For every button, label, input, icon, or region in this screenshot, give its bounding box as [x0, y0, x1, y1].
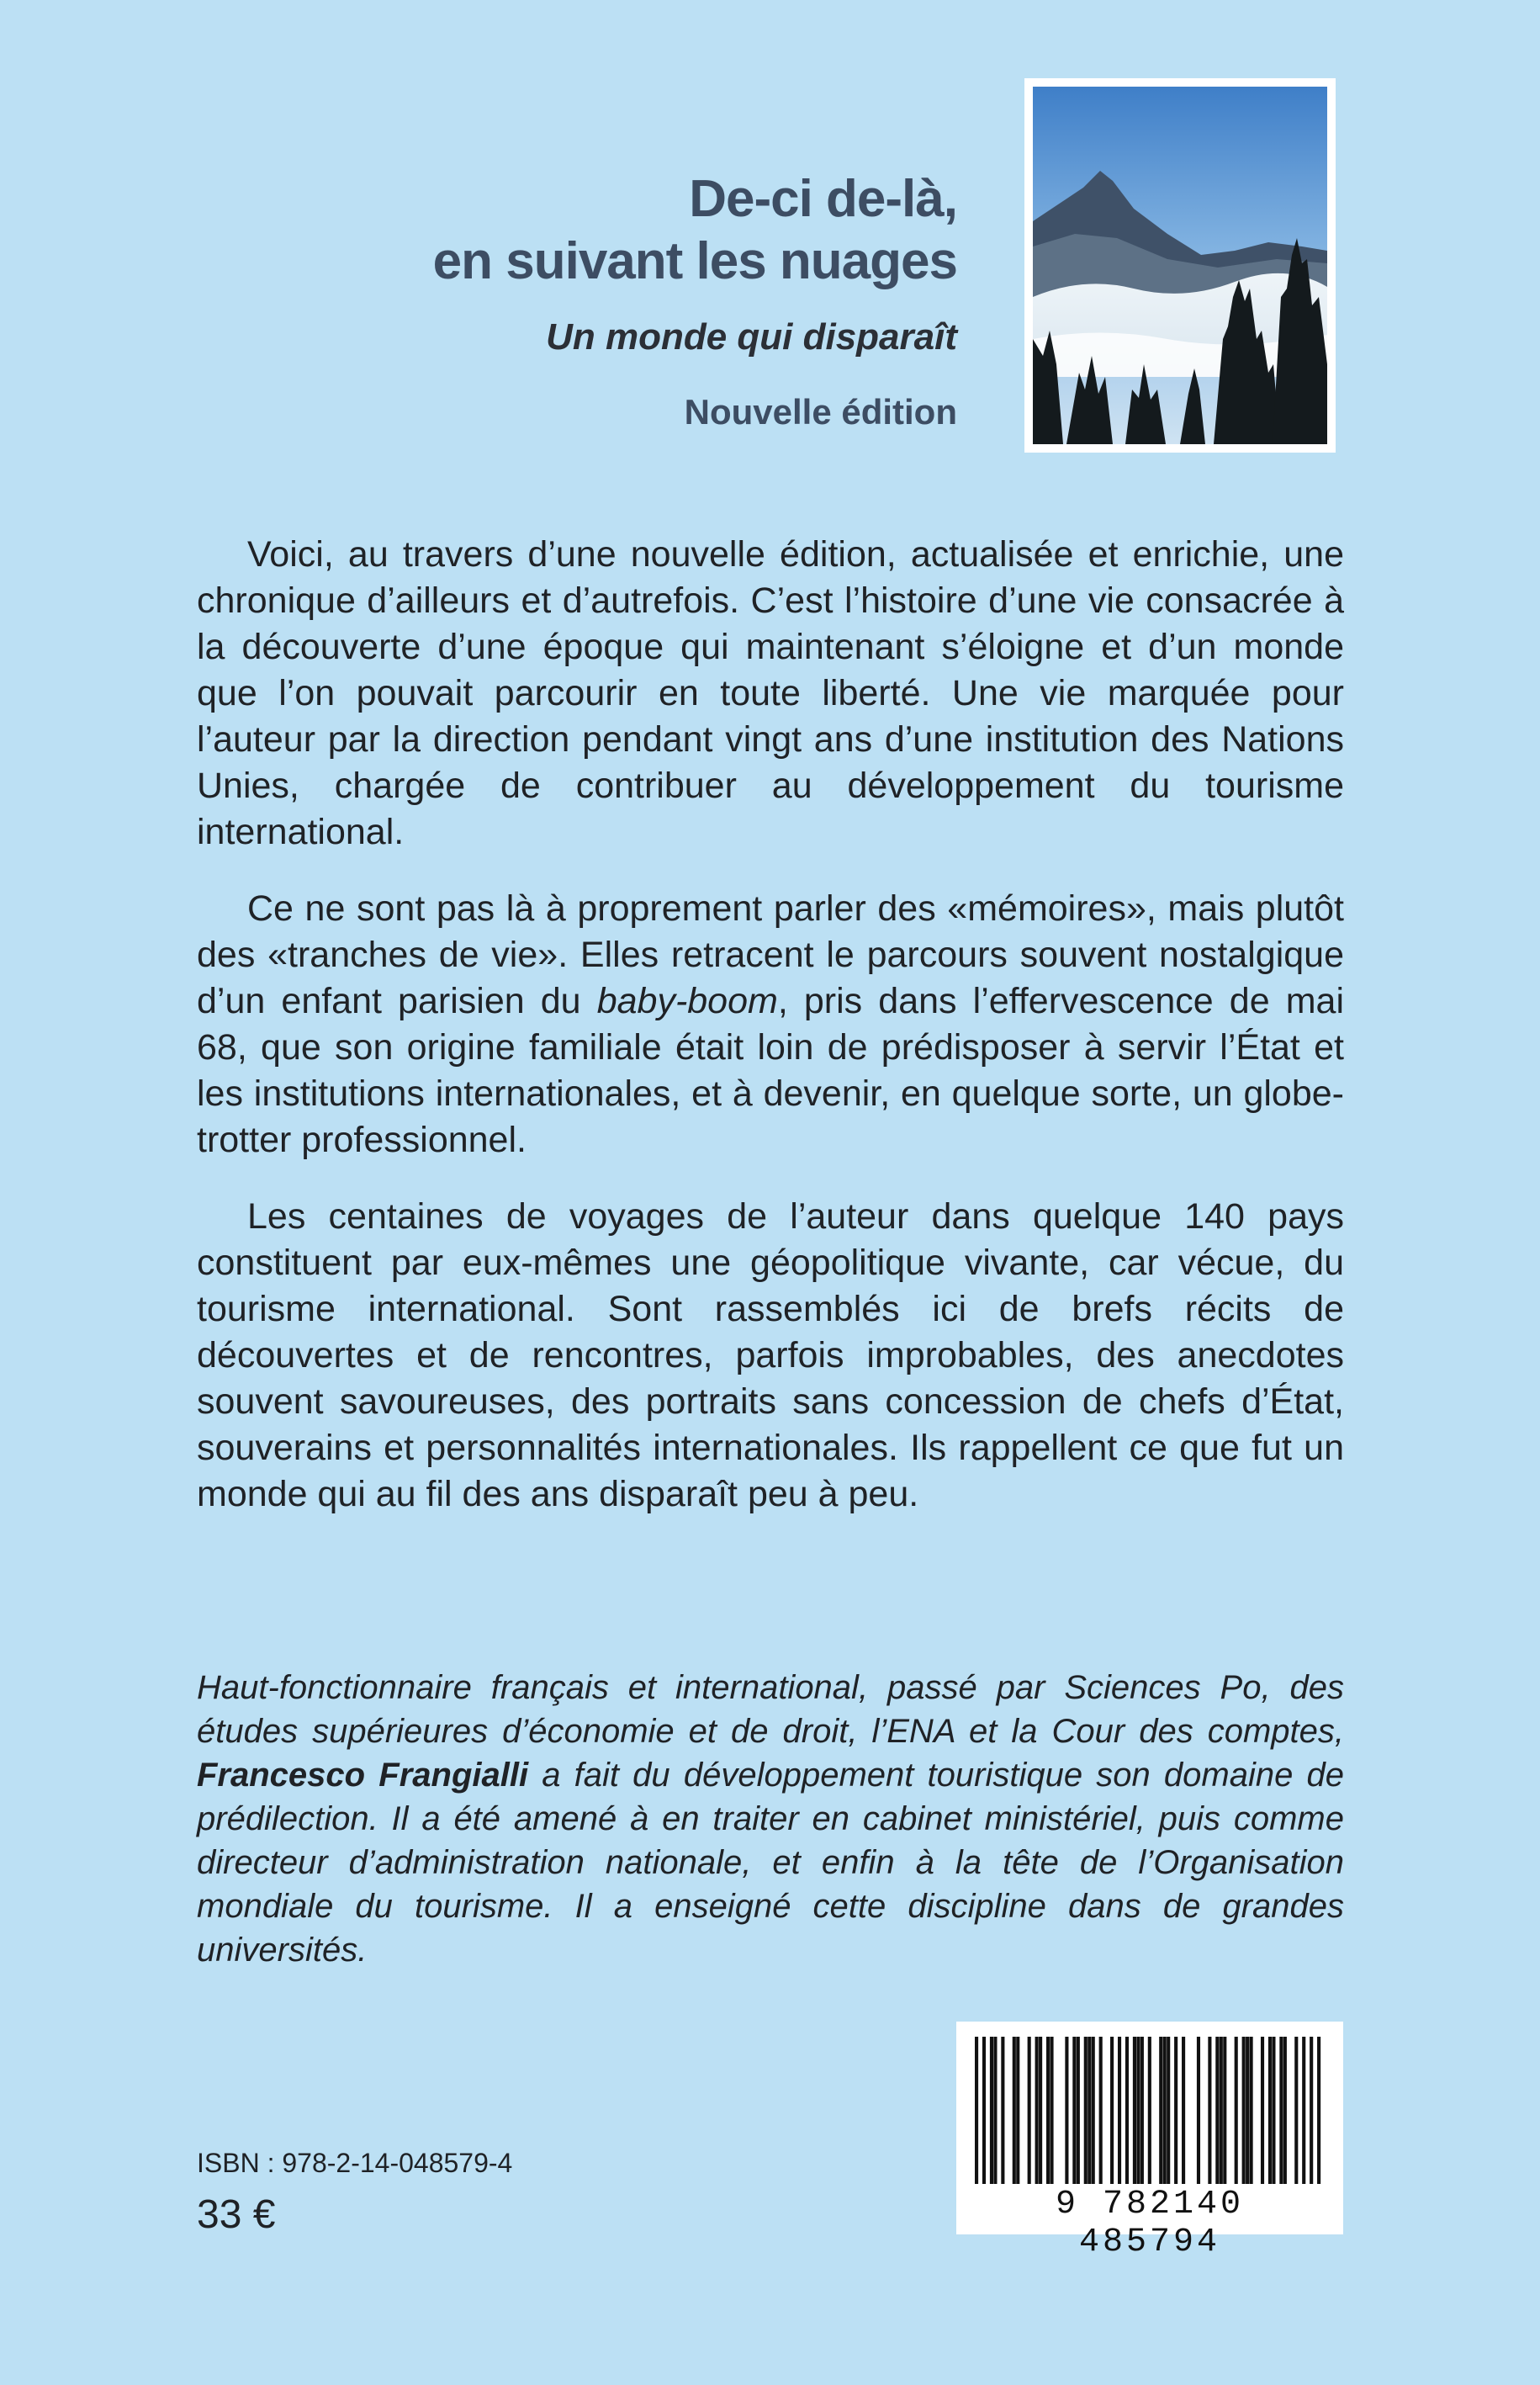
- barcode-bar: [1159, 2037, 1162, 2184]
- barcode-bar: [1235, 2037, 1238, 2184]
- blurb-p2-text-a: Ce ne sont pas là à proprement parler des «mémoires», mais plutôt des «tranches de vie». Elles retracent le parcours souvent nostalgique d’un enfant parisien du: [197, 888, 1344, 1021]
- barcode-bar: [1197, 2037, 1200, 2184]
- barcode-bar: [1084, 2037, 1088, 2184]
- barcode-bar: [1279, 2037, 1283, 2184]
- barcode-bar: [1310, 2037, 1313, 2184]
- barcode-bar: [1317, 2037, 1320, 2184]
- barcode-bar: [1174, 2037, 1177, 2184]
- barcode-bar: [1136, 2037, 1140, 2184]
- barcode-bar: [1167, 2037, 1170, 2184]
- barcode-bar: [1272, 2037, 1275, 2184]
- barcode-bar: [1283, 2037, 1287, 2184]
- barcode-bar: [1110, 2037, 1114, 2184]
- barcode-bar: [1148, 2037, 1151, 2184]
- barcode-bar: [1246, 2037, 1249, 2184]
- bio-text-b: a fait du développement touristique son domaine de prédilection. Il a été amené à en traiter en cabinet ministériel, puis comme directeur d’administration nationale, et enfin à la tête de l’Organisation mondiale du tourisme. Il a enseigné cette discipline dans de grandes universités.: [197, 1757, 1344, 1969]
- barcode-bar: [1182, 2037, 1185, 2184]
- blurb-p2-text-b: , pris dans l’effervescence de mai 68, que son origine familiale était loin de prédisposer à servir l’État et les institutions internationales, et à devenir, en quelque sorte, un globe-trotter professionnel.: [197, 981, 1344, 1160]
- barcode-bar: [1035, 2037, 1039, 2184]
- barcode-bar: [1220, 2037, 1223, 2184]
- price-label: 33 €: [197, 2192, 276, 2237]
- title-block: [252, 168, 957, 432]
- barcode-bar: [1208, 2037, 1211, 2184]
- barcode-bar: [993, 2037, 997, 2184]
- barcode-bar: [1261, 2037, 1264, 2184]
- bio-text-a: Haut-fonctionnaire français et international, passé par Sciences Po, des études supérieures d’économie et de droit, l’ENA et la Cour des comptes,: [197, 1669, 1344, 1750]
- barcode-bar: [1125, 2037, 1129, 2184]
- barcode: [956, 2022, 1343, 2261]
- barcode-bar: [1039, 2037, 1042, 2184]
- barcode-bar: [1072, 2037, 1076, 2184]
- barcode-bar: [1133, 2037, 1136, 2184]
- barcode-bar: [1016, 2037, 1019, 2184]
- edition-label: Nouvelle édition: [684, 392, 957, 432]
- mountain-photo-icon: [1033, 87, 1327, 444]
- barcode-bar: [1302, 2037, 1305, 2184]
- book-title-line-1: De-ci de-là,: [689, 170, 957, 228]
- back-cover-blurb: [197, 532, 1344, 1548]
- barcode-bar: [1294, 2037, 1298, 2184]
- barcode-bar: [1001, 2037, 1004, 2184]
- barcode-bar: [1050, 2037, 1053, 2184]
- book-subtitle: Un monde qui disparaît: [546, 316, 957, 358]
- barcode-bar: [1065, 2037, 1068, 2184]
- blurb-p2-emphasis: baby-boom: [596, 981, 778, 1021]
- barcode-bar: [1268, 2037, 1272, 2184]
- blurb-paragraph-3: Les centaines de voyages de l’auteur dans quelque 140 pays constituent par eux-mêmes une géopolitique vivante, car vécue, du tourisme international. Sont rassemblés ici de brefs récits de découvertes et de rencontres, parfois improbables, des anecdotes souvent savoureuses, des portraits sans concession de chefs d’État, souverains et personnalités internationales. Ils rappellent ce que fut un monde qui au fil des ans disparaît peu à peu.: [197, 1196, 1344, 1514]
- barcode-bar: [1223, 2037, 1226, 2184]
- barcode-bar: [1242, 2037, 1246, 2184]
- blurb-paragraph-1: Voici, au travers d’une nouvelle édition, actualisée et enrichie, une chronique d’ailleurs et d’autrefois. C’est l’histoire d’une vie consacrée à la découverte d’une époque qui maintenant s’éloigne et d’un monde que l’on pouvait parcourir en toute liberté. Une vie marquée pour l’auteur par la direction pendant vingt ans d’une institution des Nations Unies, chargée de contribuer au développement du tourisme international.: [197, 534, 1344, 852]
- author-bio: [197, 1666, 1344, 1972]
- barcode-bar: [1099, 2037, 1103, 2184]
- barcode-bar: [1250, 2037, 1253, 2184]
- book-title-line-2: en suivant les nuages: [432, 232, 957, 290]
- barcode-bar: [982, 2037, 986, 2184]
- barcode-bar: [1046, 2037, 1050, 2184]
- cover-photo: [1024, 78, 1336, 453]
- barcode-bars: [975, 2037, 1325, 2184]
- barcode-bar: [1092, 2037, 1095, 2184]
- barcode-bar: [990, 2037, 993, 2184]
- barcode-digits: 9 782140 485794: [1055, 2186, 1245, 2261]
- barcode-bar: [1215, 2037, 1219, 2184]
- barcode-bar: [1140, 2037, 1144, 2184]
- barcode-bar: [1163, 2037, 1167, 2184]
- author-name: Francesco Frangialli: [197, 1757, 529, 1794]
- barcode-bar: [975, 2037, 978, 2184]
- barcode-bar: [1088, 2037, 1091, 2184]
- blurb-paragraph-2: [197, 886, 1344, 1163]
- isbn-label: ISBN : 978-2-14-048579-4: [197, 2148, 513, 2178]
- barcode-bar: [1028, 2037, 1031, 2184]
- barcode-bar: [1118, 2037, 1121, 2184]
- barcode-bar: [1013, 2037, 1016, 2184]
- barcode-bar: [1077, 2037, 1080, 2184]
